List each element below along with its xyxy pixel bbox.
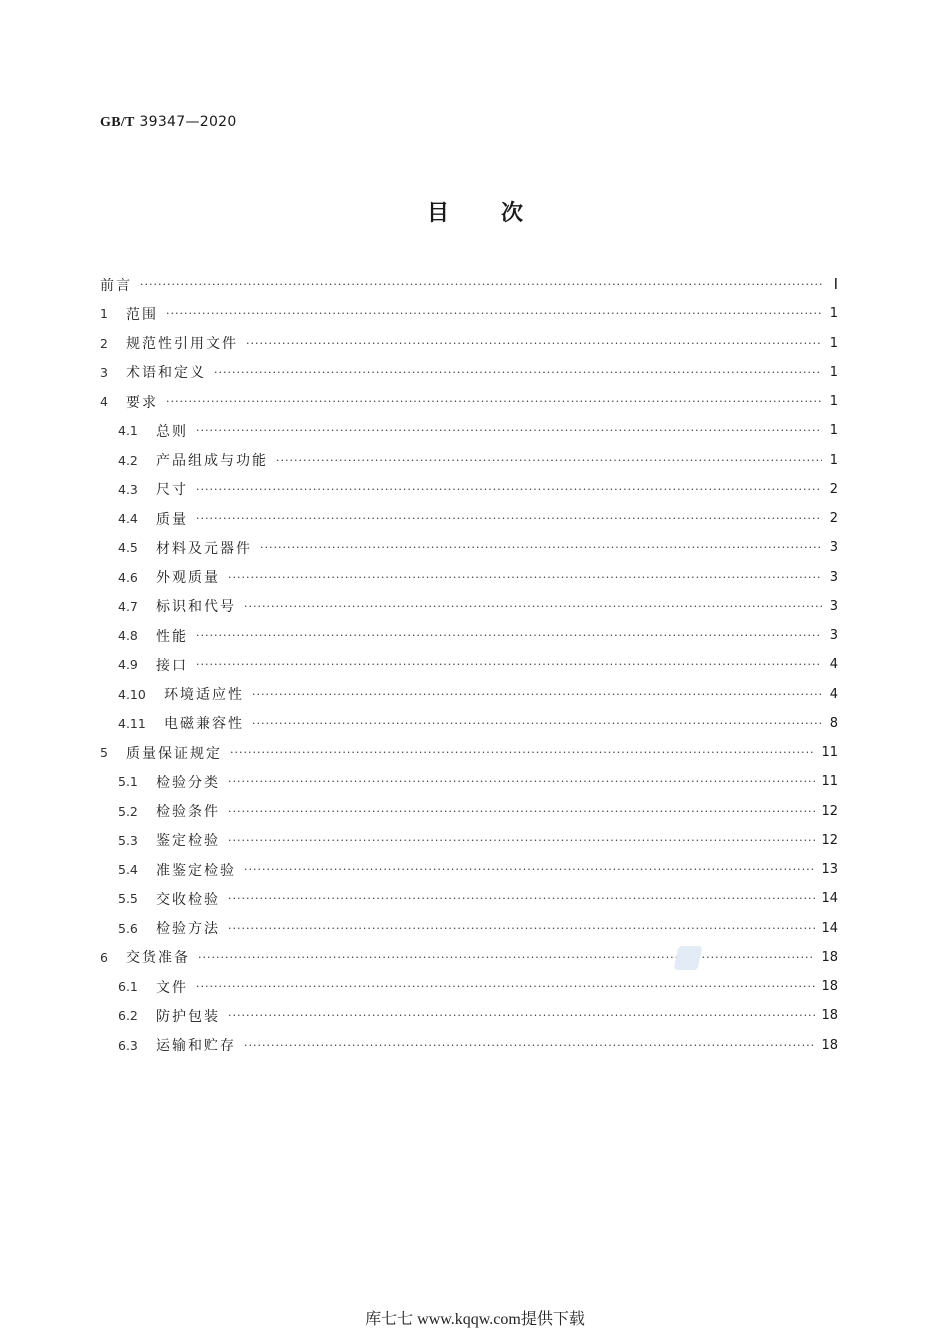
toc-entry-label: 质量保证规定: [126, 745, 222, 762]
toc-entry-label: 质量: [156, 511, 188, 528]
toc-entry-page: 8: [829, 715, 838, 731]
toc-entry-page: 1: [829, 452, 838, 468]
toc-entry-number: 4.5: [118, 540, 138, 556]
toc-entry-label: 文件: [156, 979, 188, 996]
toc-entry[interactable]: [100, 299, 838, 328]
toc-dot-leader: [244, 864, 815, 875]
toc-entry-number: 4.7: [118, 598, 138, 614]
toc-dot-leader: [244, 1040, 815, 1051]
toc-entry-number: 5.1: [118, 774, 138, 790]
toc-entry-page: 1: [829, 306, 838, 322]
toc-dot-leader: [252, 689, 822, 700]
toc-entry-page: 1: [829, 394, 838, 410]
toc-entry-label: 鉴定检验: [156, 833, 220, 850]
toc-entry-label: 性能: [156, 628, 188, 645]
toc-entry[interactable]: [100, 767, 838, 796]
toc-entry-label: 接口: [156, 657, 188, 674]
toc-entry[interactable]: [100, 270, 838, 299]
toc-entry-page: 2: [829, 481, 838, 497]
toc-entry-page: 18: [821, 979, 838, 995]
toc-entry-page: 18: [821, 949, 838, 965]
toc-dot-leader: [166, 308, 822, 319]
toc-entry-number: 4.11: [118, 715, 146, 731]
toc-entry-label: 标识和代号: [156, 599, 236, 616]
toc-entry[interactable]: [100, 797, 838, 826]
toc-entry-number: 2: [100, 335, 108, 351]
toc-entry[interactable]: [100, 329, 838, 358]
toc-entry-label: 总则: [156, 423, 188, 440]
standard-code: [100, 114, 237, 131]
toc-dot-leader: [228, 806, 815, 817]
toc-entry-number: 6.3: [118, 1037, 138, 1053]
toc-entry-label: 环境适应性: [164, 687, 244, 704]
watermark-icon: [673, 946, 702, 970]
toc-entry[interactable]: [100, 738, 838, 767]
toc-entry[interactable]: [100, 943, 838, 972]
toc-dot-leader: [252, 718, 822, 729]
toc-dot-leader: [228, 776, 815, 787]
toc-entry-page: 12: [821, 803, 838, 819]
toc-entry-number: 3: [100, 364, 108, 380]
toc-entry-number: 5.6: [118, 920, 138, 936]
toc-entry-number: 4.2: [118, 452, 138, 468]
toc-entry[interactable]: [100, 533, 838, 562]
toc-dot-leader: [228, 923, 815, 934]
toc-entry-label: 检验分类: [156, 774, 220, 791]
toc-entry[interactable]: [100, 563, 838, 592]
toc-entry-number: 6.1: [118, 979, 138, 995]
toc-entry-number: 4.4: [118, 511, 138, 527]
toc-entry-label: 外观质量: [156, 570, 220, 587]
toc-entry-number: 5.3: [118, 832, 138, 848]
toc-entry[interactable]: [100, 387, 838, 416]
toc-entry[interactable]: [100, 650, 838, 679]
toc-entry[interactable]: [100, 358, 838, 387]
toc-dot-leader: [228, 1010, 815, 1021]
toc-dot-leader: [196, 630, 822, 641]
toc-dot-leader: [214, 367, 822, 378]
toc-dot-leader: [140, 279, 822, 290]
toc-dot-leader: [196, 981, 815, 992]
toc-dot-leader: [228, 572, 822, 583]
toc-entry[interactable]: [100, 621, 838, 650]
toc-entry-label: 产品组成与功能: [156, 453, 268, 470]
toc-entry-label: 准鉴定检验: [156, 862, 236, 879]
toc-entry[interactable]: [100, 1001, 838, 1030]
toc-dot-leader: [228, 893, 815, 904]
toc-dot-leader: [246, 338, 822, 349]
toc-entry-page: 13: [821, 862, 838, 878]
toc-entry[interactable]: [100, 680, 838, 709]
toc-entry-page: 2: [829, 511, 838, 527]
toc-entry-page: 11: [821, 774, 838, 790]
toc-entry-label: 电磁兼容性: [164, 716, 244, 733]
toc-dot-leader: [196, 425, 822, 436]
toc-entry-label: 前言: [100, 277, 132, 294]
toc-entry-page: 3: [829, 569, 838, 585]
toc-entry-page: 3: [829, 628, 838, 644]
toc-entry-number: 5.2: [118, 803, 138, 819]
toc-entry[interactable]: [100, 592, 838, 621]
toc-entry-page: 4: [829, 686, 838, 702]
toc-entry-page: 18: [821, 1037, 838, 1053]
toc-entry-number: 4.10: [118, 686, 146, 702]
toc-entry[interactable]: [100, 855, 838, 884]
toc-entry-page: 3: [829, 598, 838, 614]
toc-entry-label: 运输和贮存: [156, 1038, 236, 1055]
toc-entry[interactable]: [100, 475, 838, 504]
toc-entry-label: 交收检验: [156, 891, 220, 908]
page-title-char-1: 目: [426, 201, 449, 226]
toc-entry-page: 1: [829, 335, 838, 351]
toc-entry-number: 5.4: [118, 862, 138, 878]
toc-entry-label: 检验方法: [156, 921, 220, 938]
toc-dot-leader: [196, 484, 822, 495]
toc-dot-leader: [196, 659, 822, 670]
toc-entry[interactable]: [100, 416, 838, 445]
toc-entry-page: Ⅰ: [833, 277, 838, 294]
standard-number: 39347—2020: [139, 114, 237, 130]
toc-entry-page: 18: [821, 1008, 838, 1024]
page-title-char-2: 次: [501, 201, 524, 226]
toc-entry-page: 3: [829, 540, 838, 556]
toc-entry[interactable]: [100, 446, 838, 475]
toc-entry-label: 材料及元器件: [156, 540, 252, 557]
toc-entry[interactable]: [100, 709, 838, 738]
toc-entry-page: 1: [829, 364, 838, 380]
toc-dot-leader: [276, 455, 822, 466]
toc-entry-number: 5: [100, 745, 108, 761]
toc-entry[interactable]: [100, 504, 838, 533]
toc-dot-leader: [198, 952, 815, 963]
page-title: [0, 196, 950, 227]
toc-entry-label: 规范性引用文件: [126, 336, 238, 353]
toc-entry-page: 1: [829, 423, 838, 439]
toc-entry[interactable]: [100, 884, 838, 913]
toc-entry-label: 要求: [126, 394, 158, 411]
toc-entry[interactable]: [100, 1031, 838, 1060]
toc-entry-page: 14: [821, 891, 838, 907]
toc-dot-leader: [260, 542, 822, 553]
toc-entry-label: 防护包装: [156, 1008, 220, 1025]
toc-entry-number: 5.5: [118, 891, 138, 907]
toc-entry-number: 4.6: [118, 569, 138, 585]
toc-dot-leader: [228, 835, 815, 846]
toc-entry-page: 14: [821, 920, 838, 936]
toc-entry-label: 术语和定义: [126, 365, 206, 382]
toc-dot-leader: [244, 601, 822, 612]
toc-entry-page: 12: [821, 832, 838, 848]
toc-entry-number: 4.1: [118, 423, 138, 439]
toc-entry-label: 尺寸: [156, 482, 188, 499]
toc-entry-number: 4.8: [118, 628, 138, 644]
toc-dot-leader: [230, 747, 815, 758]
footer-text: 库七七 www.kqqw.com提供下载: [365, 1311, 585, 1328]
toc-entry-number: 4.3: [118, 481, 138, 497]
toc-entry-label: 范围: [126, 306, 158, 323]
toc-entry-number: 4: [100, 394, 108, 410]
toc-entry-number: 1: [100, 306, 108, 322]
toc-entry-number: 6.2: [118, 1008, 138, 1024]
toc-entry[interactable]: [100, 914, 838, 943]
toc-entry-page: 4: [829, 657, 838, 673]
toc-entry[interactable]: [100, 826, 838, 855]
toc-entry-label: 交货准备: [126, 950, 190, 967]
toc-entry-label: 检验条件: [156, 804, 220, 821]
table-of-contents: [100, 270, 838, 1060]
toc-entry[interactable]: [100, 972, 838, 1001]
toc-dot-leader: [196, 513, 822, 524]
toc-entry-page: 11: [821, 745, 838, 761]
toc-entry-number: 4.9: [118, 657, 138, 673]
toc-entry-number: 6: [100, 949, 108, 965]
standard-prefix: GB/T: [100, 115, 135, 130]
toc-dot-leader: [166, 396, 822, 407]
